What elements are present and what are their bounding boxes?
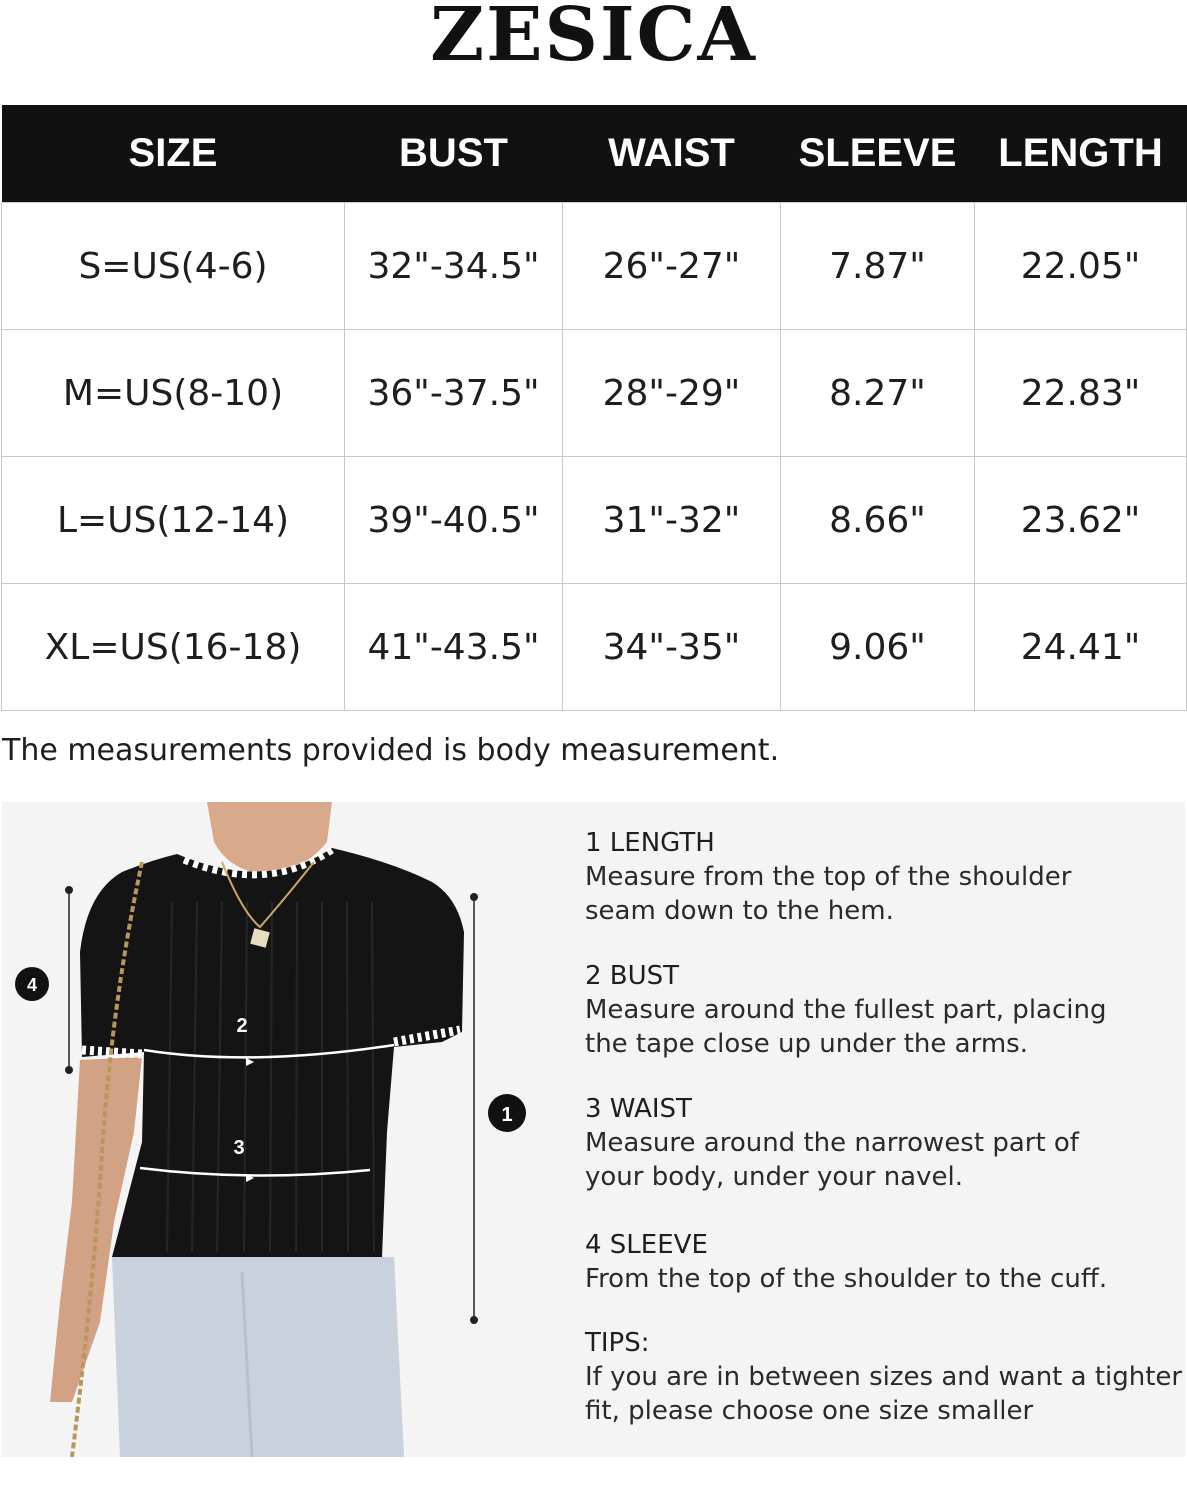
cell-bust: 41"-43.5" <box>345 584 563 711</box>
guide-waist-title: 3 WAIST <box>585 1094 692 1124</box>
header-size: SIZE <box>2 105 345 203</box>
cell-bust: 39"-40.5" <box>345 457 563 584</box>
guide-length-text-1: Measure from the top of the shoulder <box>585 862 1072 892</box>
guide-bust-text-2: the tape close up under the arms. <box>585 1029 1028 1059</box>
guide-tips-text-2: fit, please choose one size smaller <box>585 1396 1034 1426</box>
cell-sleeve: 7.87" <box>781 203 975 330</box>
jeans <box>112 1257 404 1457</box>
table-row <box>2 584 1187 711</box>
model-illustration <box>2 802 562 1457</box>
cell-waist: 31"-32" <box>563 457 781 584</box>
cell-waist: 26"-27" <box>563 203 781 330</box>
guide-length-text-2: seam down to the hem. <box>585 896 894 926</box>
table-row <box>2 457 1187 584</box>
size-chart-table <box>1 105 1187 711</box>
marker-1-label: 1 <box>501 1104 513 1126</box>
measurement-note: The measurements provided is body measurement. <box>2 733 780 768</box>
guide-tips <box>585 1326 1182 1428</box>
cell-size: XL=US(16-18) <box>2 584 345 711</box>
cell-length: 22.05" <box>975 203 1187 330</box>
cell-waist: 34"-35" <box>563 584 781 711</box>
cell-size: S=US(4-6) <box>2 203 345 330</box>
guide-sleeve <box>585 1228 1107 1296</box>
measurement-guide-panel <box>2 802 1185 1457</box>
marker-4-label: 4 <box>26 975 38 995</box>
cell-sleeve: 8.66" <box>781 457 975 584</box>
marker-3-label: 3 <box>233 1137 245 1159</box>
table-row <box>2 330 1187 457</box>
guide-waist-text-2: your body, under your navel. <box>585 1162 963 1192</box>
cell-length: 23.62" <box>975 457 1187 584</box>
table-row <box>2 203 1187 330</box>
cell-bust: 32"-34.5" <box>345 203 563 330</box>
guide-sleeve-text-1: From the top of the shoulder to the cuff. <box>585 1264 1108 1294</box>
guide-bust-title: 2 BUST <box>585 961 680 991</box>
cell-length: 24.41" <box>975 584 1187 711</box>
header-waist: WAIST <box>563 105 781 203</box>
guide-waist-text-1: Measure around the narrowest part of <box>585 1128 1079 1158</box>
brand-logo: ZESICA <box>430 0 757 78</box>
guide-sleeve-title: 4 SLEEVE <box>585 1230 708 1260</box>
cell-waist: 28"-29" <box>563 330 781 457</box>
header-bust: BUST <box>345 105 563 203</box>
guide-tips-title: TIPS: <box>585 1328 650 1358</box>
header-length: LENGTH <box>975 105 1187 203</box>
cell-sleeve: 9.06" <box>781 584 975 711</box>
header-sleeve: SLEEVE <box>781 105 975 203</box>
cell-size: M=US(8-10) <box>2 330 345 457</box>
guide-tips-text-1: If you are in between sizes and want a tighter <box>585 1362 1183 1392</box>
cell-length: 22.83" <box>975 330 1187 457</box>
cell-sleeve: 8.27" <box>781 330 975 457</box>
table-header-row <box>2 105 1187 203</box>
guide-waist <box>585 1092 1079 1194</box>
marker-2-label: 2 <box>236 1015 248 1037</box>
guide-length-title: 1 LENGTH <box>585 828 715 858</box>
cell-size: L=US(12-14) <box>2 457 345 584</box>
guide-bust <box>585 959 1106 1061</box>
guide-length <box>585 826 1071 928</box>
guide-bust-text-1: Measure around the fullest part, placing <box>585 995 1107 1025</box>
cell-bust: 36"-37.5" <box>345 330 563 457</box>
